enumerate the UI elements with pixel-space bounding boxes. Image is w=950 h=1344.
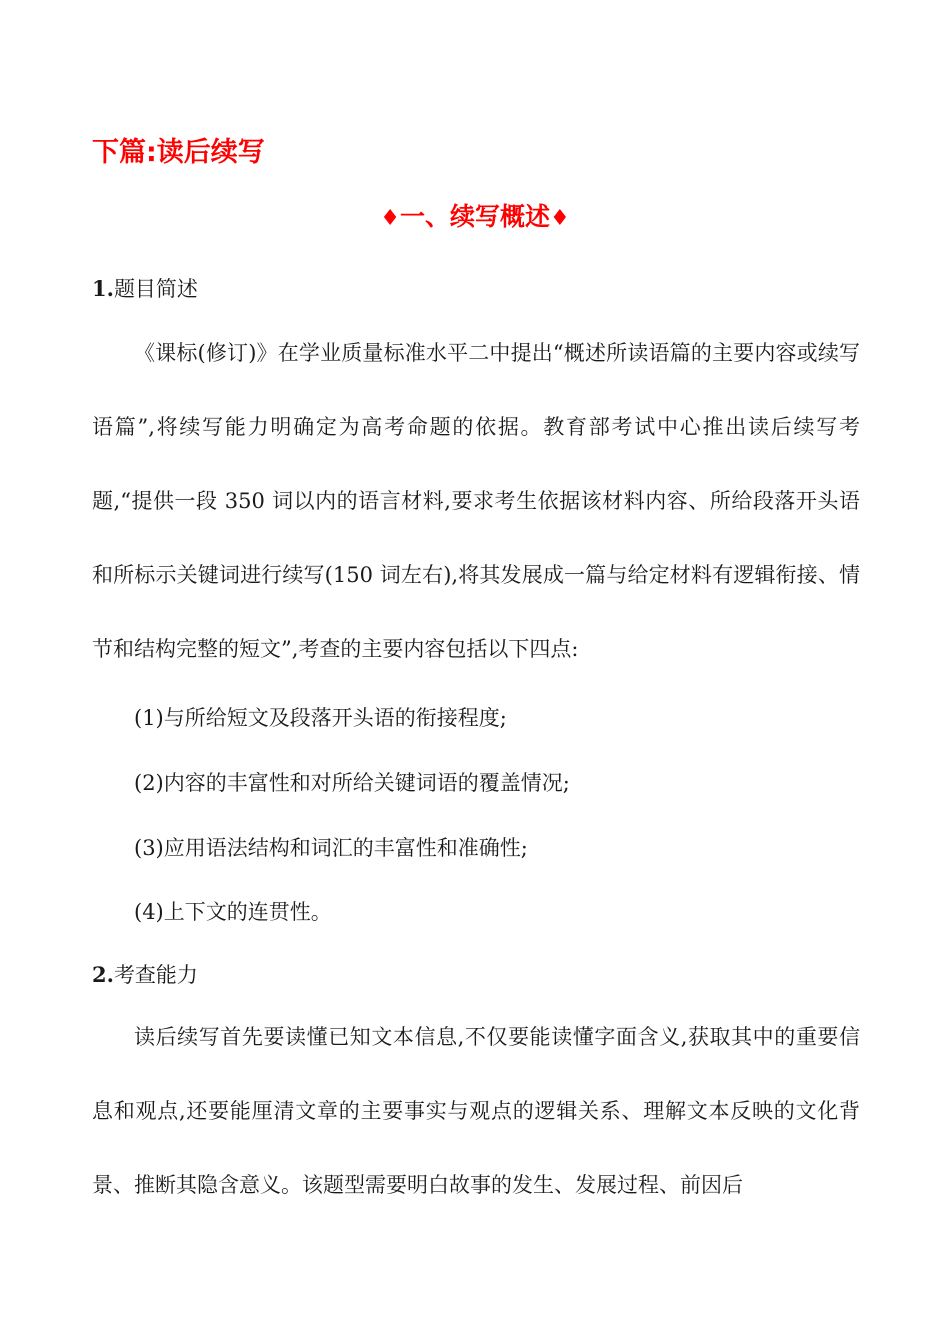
list-item: (3)应用语法结构和词汇的丰富性和准确性; (134, 836, 528, 860)
list-item: (4)上下文的连贯性。 (134, 900, 332, 924)
section-title (0, 197, 950, 233)
list-item: (2)内容的丰富性和对所给关键词语的覆盖情况; (134, 771, 570, 795)
paragraph-1: 《课标(修订)》在学业质量标准水平二中提出“概述所读语篇的主要内容或续写语篇”,将续写能力明确定为高考命题的依据。教育部考试中心推出读后续写考题,“提供一段 350 词以内的语言材料,要求考生依据该材料内容、所给段落开头语和所标示关键词进行续写(150 词左右),将其发展成一篇与给定材料有逻辑衔接、情节和结构完整的短文”,考查的主要内容包括以下四点: (92, 341, 860, 661)
subheading-text: 考查能力 (113, 963, 198, 987)
list-item: (1)与所给短文及段落开头语的衔接程度; (134, 706, 507, 730)
subheading-number: 2. (92, 962, 114, 987)
subheading-2 (92, 959, 198, 989)
diamond-icon: ♦ (380, 206, 400, 231)
paragraph-2: 读后续写首先要读懂已知文本信息,不仅要能读懂字面含义,获取其中的重要信息和观点,还要能厘清文章的主要事实与观点的逻辑关系、理解文本反映的文化背景、推断其隐含意义。该题型需要明白故事的发生、发展过程、前因后 (92, 1025, 860, 1197)
part-title: 下篇:读后续写 (92, 137, 265, 168)
diamond-icon: ♦ (550, 206, 570, 231)
section-title-text: 一、续写概述 (399, 202, 550, 231)
subheading-1 (92, 273, 198, 303)
subheading-number: 1. (92, 276, 114, 301)
subheading-text: 题目简述 (113, 277, 198, 301)
